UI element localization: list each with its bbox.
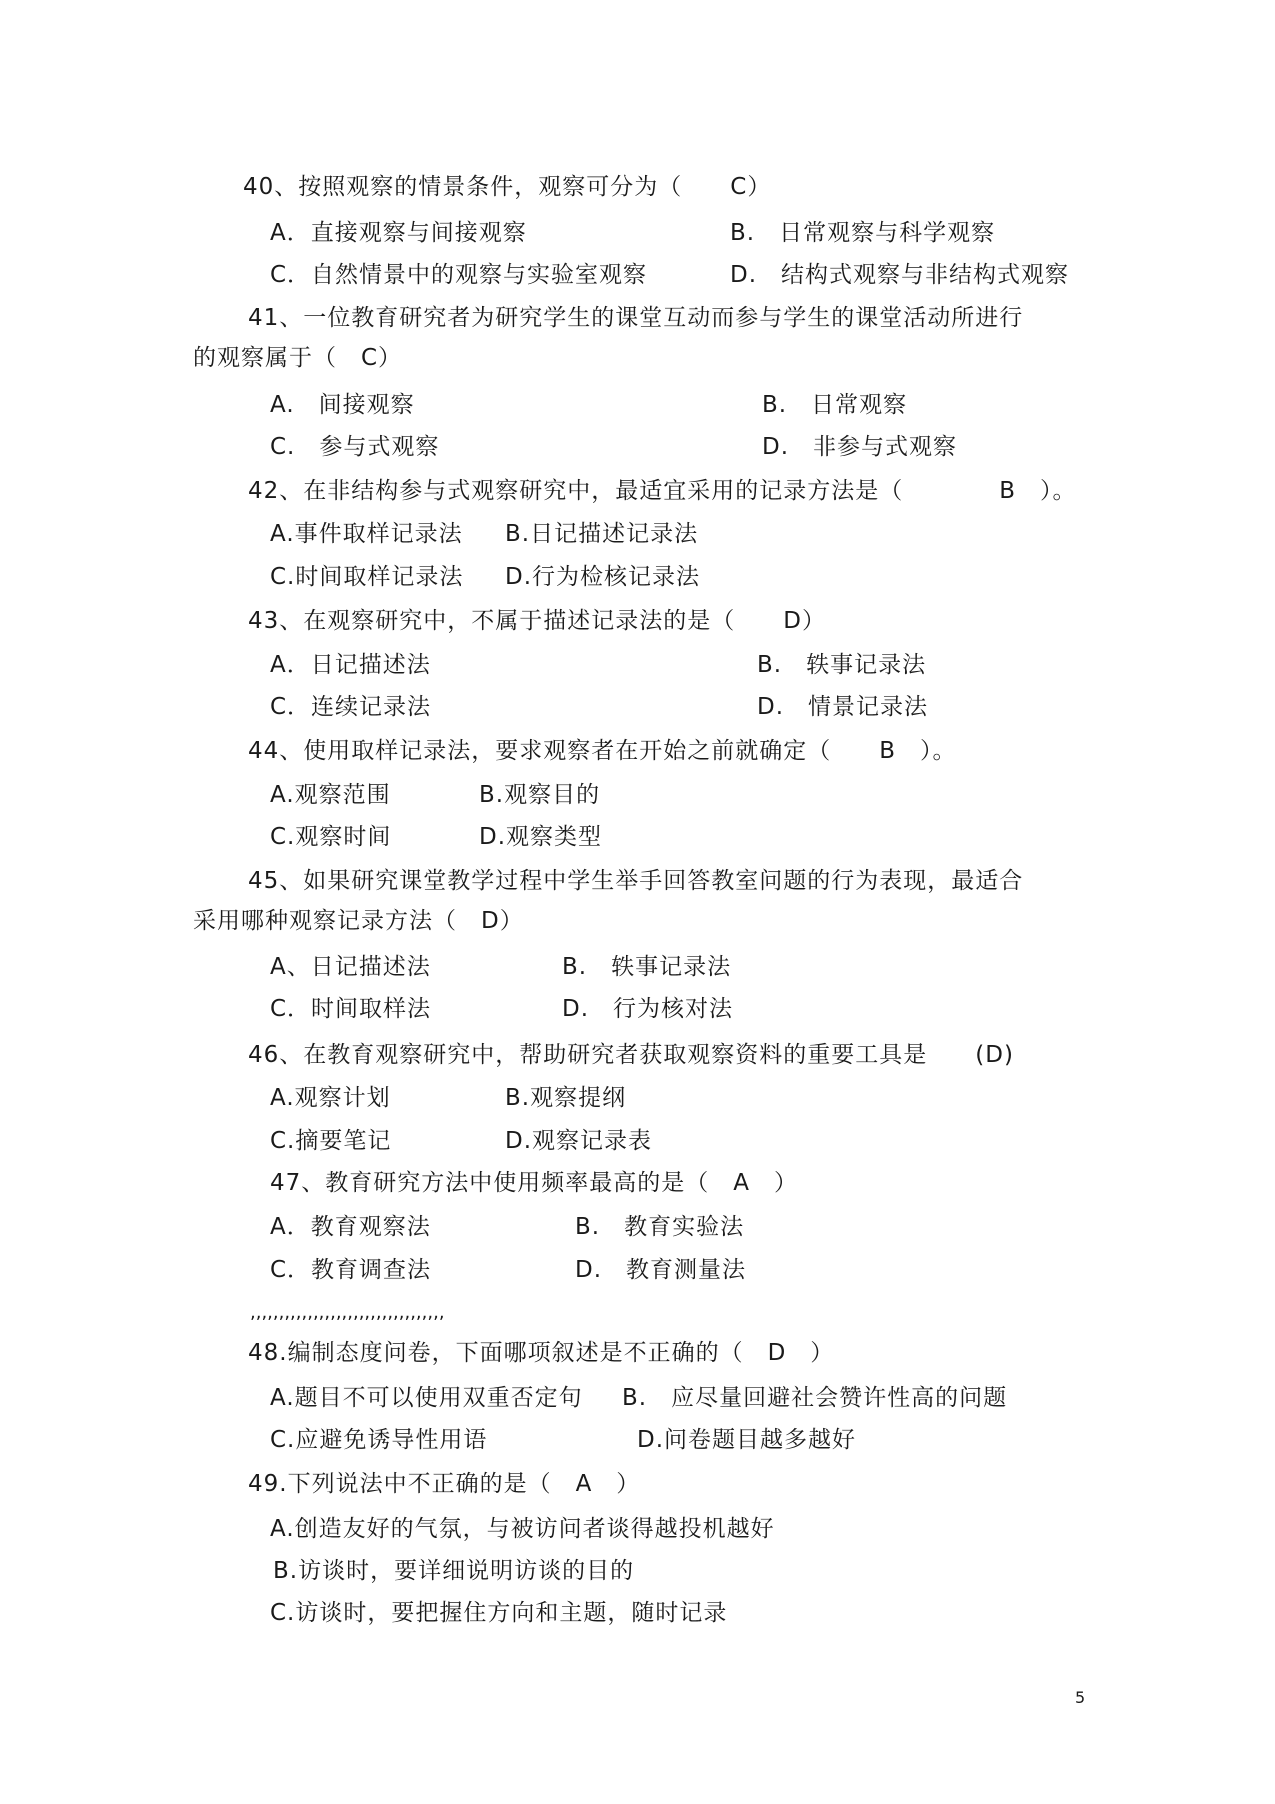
separator-commas: ,,,,,,,,,,,,,,,,,,,,,,,,,,,,,,,,,, xyxy=(250,1302,445,1323)
question-40-option-b: B. 日常观察与科学观察 xyxy=(730,220,996,246)
question-45-option-d: D. 行为核对法 xyxy=(562,996,734,1022)
question-44-option-c: C.观察时间 xyxy=(270,824,392,850)
question-41-option-b: B. 日常观察 xyxy=(762,392,908,418)
question-47-option-b: B. 教育实验法 xyxy=(575,1214,745,1240)
question-43-option-c: C．连续记录法 xyxy=(270,694,432,720)
question-49-option-b: B.访谈时，要详细说明访谈的目的 xyxy=(273,1558,635,1584)
question-42-option-c: C.时间取样记录法 xyxy=(270,564,464,590)
question-46-option-b: B.观察提纲 xyxy=(505,1085,627,1111)
question-41-stem-line2: 的观察属于（ C） xyxy=(193,345,403,371)
question-40-stem: 40、按照观察的情景条件，观察可分为（ C） xyxy=(243,174,772,200)
question-49-stem: 49.下列说法中不正确的是（ A ） xyxy=(248,1471,641,1497)
question-41-option-d: D. 非参与式观察 xyxy=(762,434,958,460)
question-44-option-a: A.观察范围 xyxy=(270,782,391,808)
question-46-stem: 46、在教育观察研究中，帮助研究者获取观察资料的重要工具是 (D) xyxy=(248,1042,1014,1068)
question-41-stem-line1: 41、一位教育研究者为研究学生的课堂互动而参与学生的课堂活动所进行 xyxy=(248,305,1024,331)
question-43-option-d: D. 情景记录法 xyxy=(757,694,929,720)
question-41-option-a: A. 间接观察 xyxy=(270,392,415,418)
question-45-stem-line1: 45、如果研究课堂教学过程中学生举手回答教室问题的行为表现，最适合 xyxy=(248,868,1024,894)
question-40-option-a: A．直接观察与间接观察 xyxy=(270,220,527,246)
question-44-stem: 44、使用取样记录法，要求观察者在开始之前就确定（ B ）。 xyxy=(248,738,957,764)
question-44-option-d: D.观察类型 xyxy=(479,824,603,850)
question-47-option-a: A．教育观察法 xyxy=(270,1214,431,1240)
question-42-option-b: B.日记描述记录法 xyxy=(505,521,699,547)
question-48-option-d: D.问卷题目越多越好 xyxy=(637,1427,857,1453)
question-45-option-b: B. 轶事记录法 xyxy=(562,954,732,980)
question-46-option-d: D.观察记录表 xyxy=(505,1128,653,1154)
question-41-option-c: C. 参与式观察 xyxy=(270,434,440,460)
question-42-option-d: D.行为检核记录法 xyxy=(505,564,701,590)
question-45-stem-line2: 采用哪种观察记录方法（ D） xyxy=(193,908,524,934)
question-40-option-d: D. 结构式观察与非结构式观察 xyxy=(730,262,1070,288)
question-47-stem: 47、教育研究方法中使用频率最高的是（ A ） xyxy=(270,1170,799,1196)
question-49-option-c: C.访谈时，要把握住方向和主题，随时记录 xyxy=(270,1600,728,1626)
question-47-option-c: C．教育调查法 xyxy=(270,1257,432,1283)
question-45-option-c: C．时间取样法 xyxy=(270,996,432,1022)
question-48-stem: 48.编制态度问卷，下面哪项叙述是不正确的（ D ） xyxy=(248,1340,835,1366)
question-48-option-c: C.应避免诱导性用语 xyxy=(270,1427,488,1453)
question-42-option-a: A.事件取样记录法 xyxy=(270,521,463,547)
question-46-option-a: A.观察计划 xyxy=(270,1085,391,1111)
question-45-option-a: A、日记描述法 xyxy=(270,954,431,980)
page-number: 5 xyxy=(1075,1688,1086,1707)
question-48-option-a: A.题目不可以使用双重否定句 xyxy=(270,1385,583,1411)
question-40-option-c: C．自然情景中的观察与实验室观察 xyxy=(270,262,648,288)
question-43-stem: 43、在观察研究中，不属于描述记录法的是（ D） xyxy=(248,608,826,634)
question-43-option-a: A．日记描述法 xyxy=(270,652,431,678)
question-48-option-b: B. 应尽量回避社会赞许性高的问题 xyxy=(622,1385,1008,1411)
question-49-option-a: A.创造友好的气氛，与被访问者谈得越投机越好 xyxy=(270,1516,775,1542)
question-47-option-d: D. 教育测量法 xyxy=(575,1257,747,1283)
question-46-option-c: C.摘要笔记 xyxy=(270,1128,392,1154)
question-44-option-b: B.观察目的 xyxy=(479,782,601,808)
question-43-option-b: B. 轶事记录法 xyxy=(757,652,927,678)
question-42-stem: 42、在非结构参与式观察研究中，最适宜采用的记录方法是（ B ）。 xyxy=(248,478,1077,504)
